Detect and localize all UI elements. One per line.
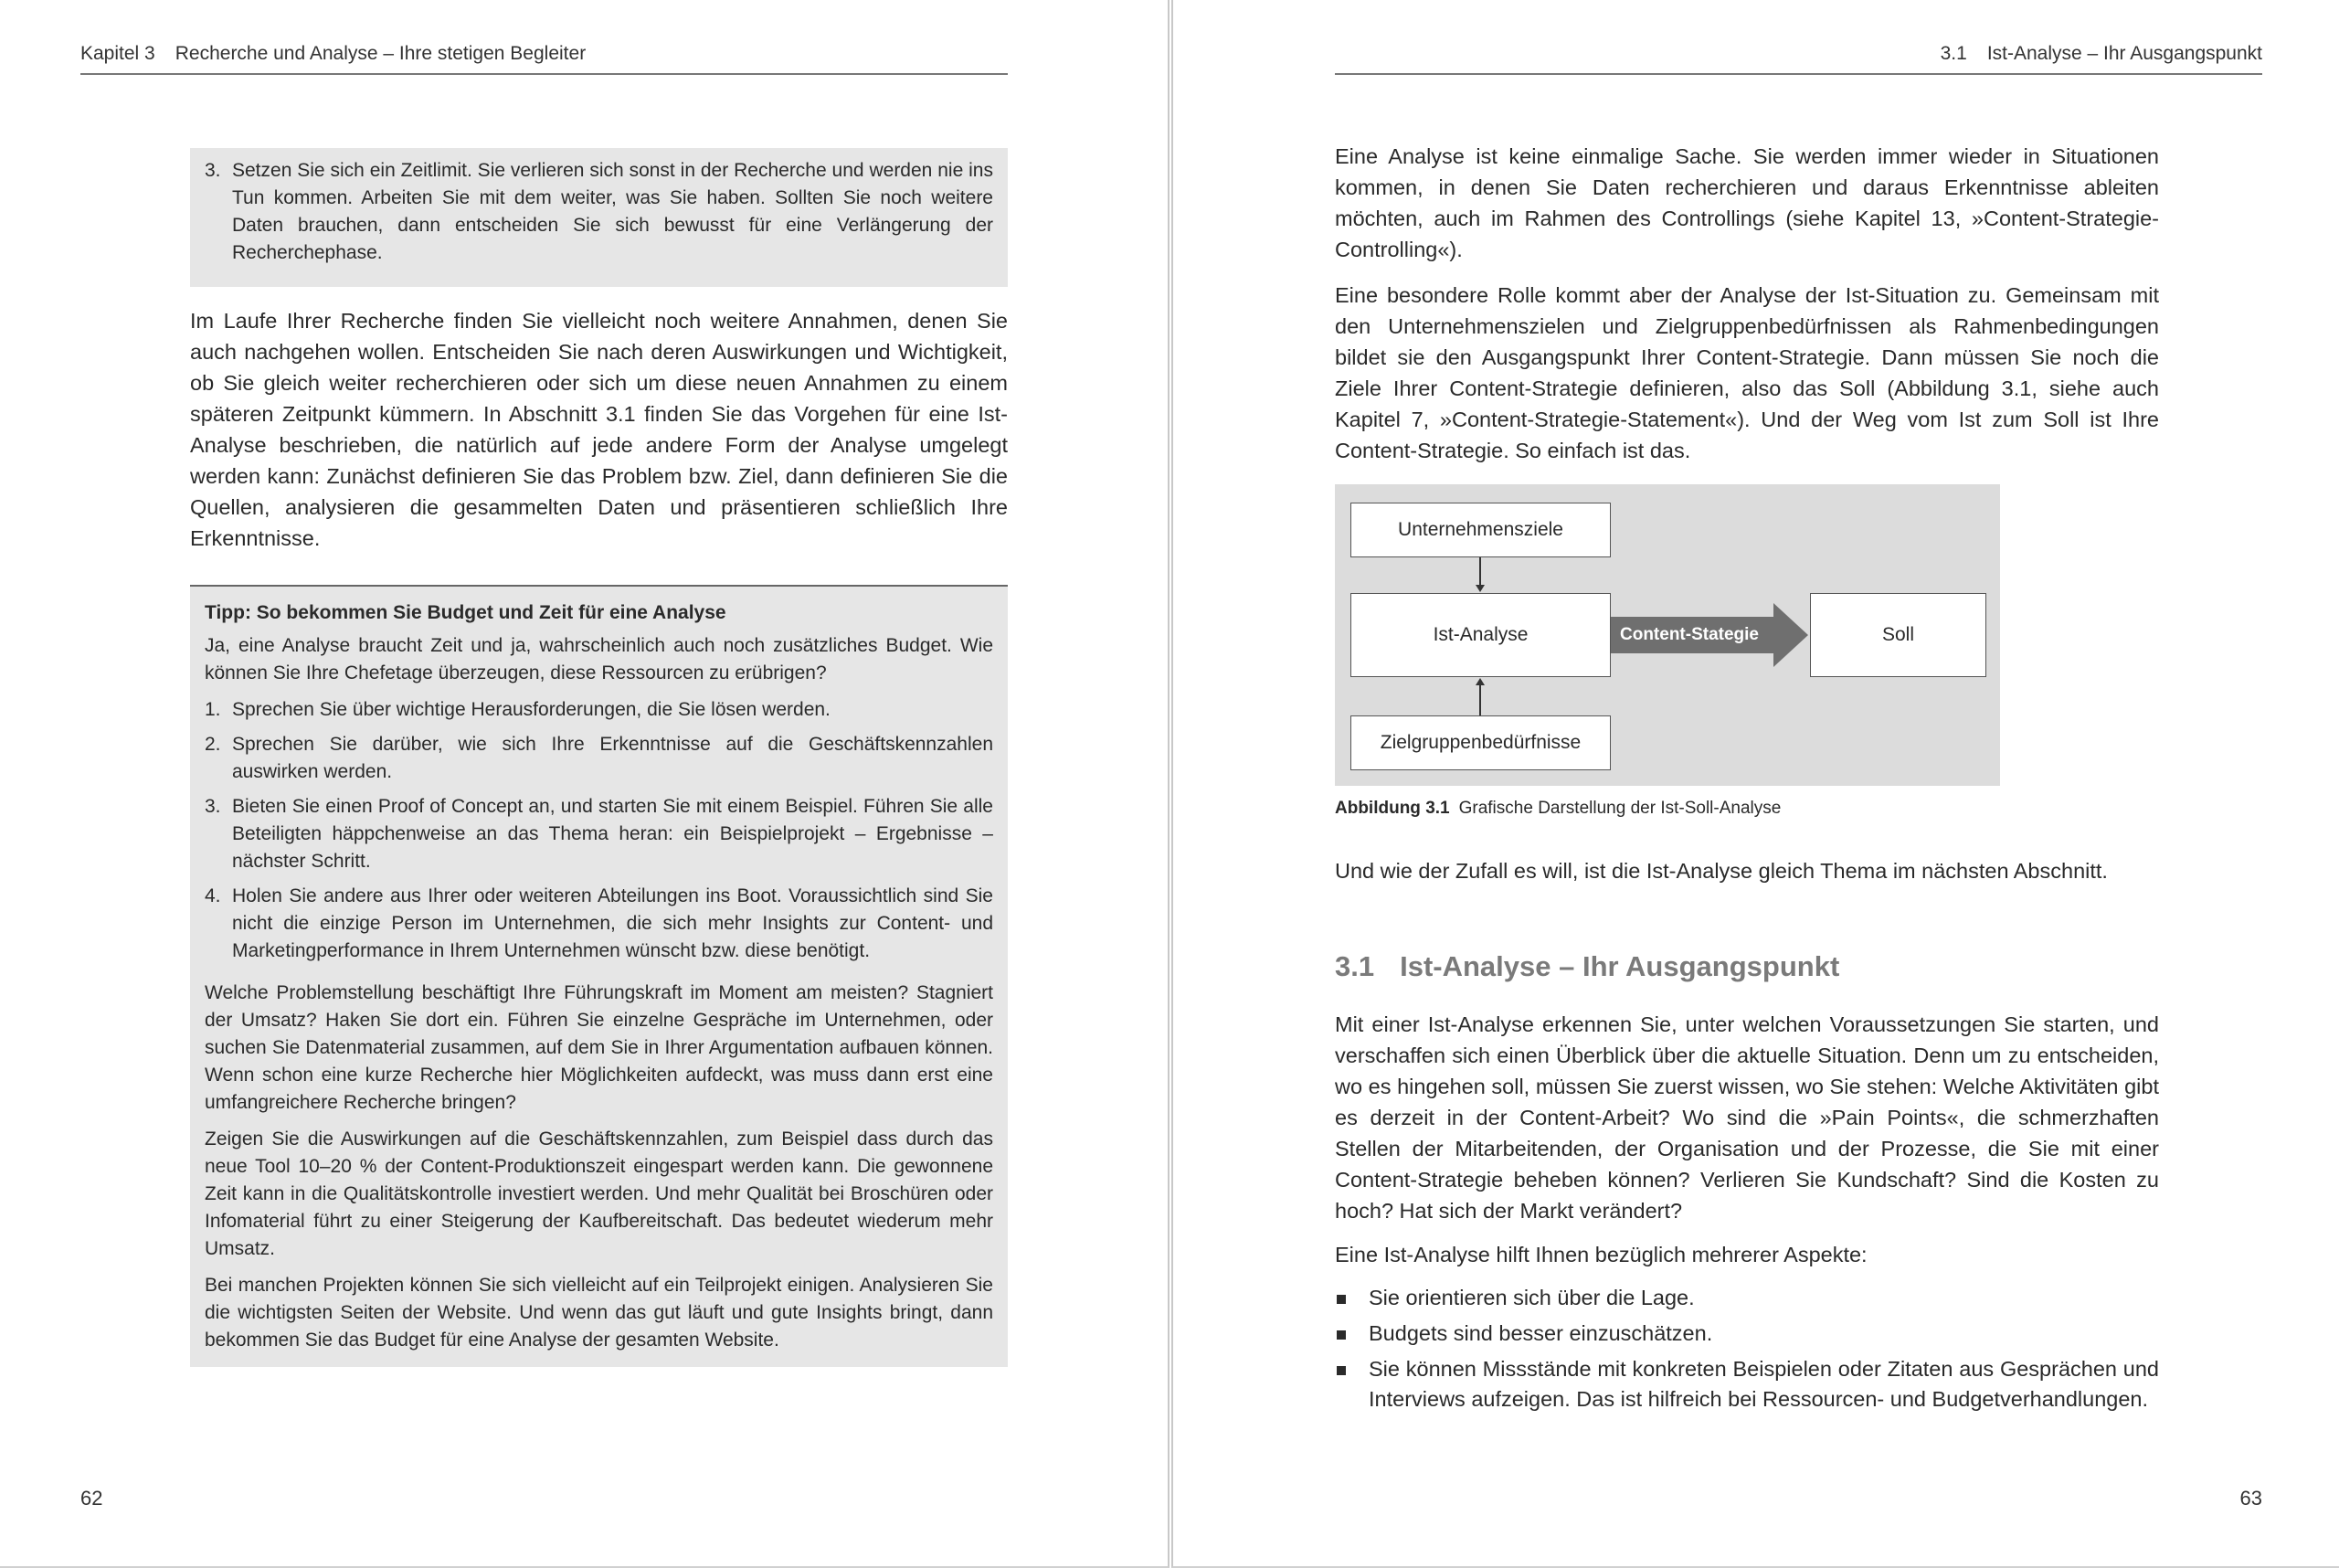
list-item: Budgets sind besser einzuschätzen. (1335, 1319, 2159, 1349)
arrow-up-head (1476, 678, 1485, 685)
right-page (1171, 0, 2339, 1568)
bullet-square-icon (1337, 1295, 1346, 1304)
body-paragraph: Eine besondere Rolle kommt aber der Analyse der Ist-Situation zu. Gemeinsam mit den Unternehmenszielen und Zielgruppenbedürfnissen als Rahmenbedingungen bildet sie den Ausgangspunkt Ihrer Content-Strategie. Dann müssen Sie noch die Ziele Ihrer Content-Strategie definieren, also das Soll (Abbildung 3.1, siehe auch Kapitel 7, »Content-Strategie-Statement«). Und der Weg vom Ist zum Soll ist Ihre Content-Strategie. So einfach ist das. (1335, 283, 2159, 462)
tip-box (190, 585, 1008, 1367)
body-paragraph: Mit einer Ist-Analyse erkennen Sie, unter welchen Voraussetzungen Sie starten, und verschaffen sich einen Überblick über die aktuelle Situation. Denn um zu entscheiden, wo es hingehen soll, müssen Sie zuerst wissen, wo Sie stehen: Welche Aktivitäten gibt es derzeit in der Content-Arbeit? Wo sind die »Pain Points«, die schmerzhaften Stellen der Mitarbeitenden, der Organisation und der Prozesse, die Sie mit einer Content-Strategie beheben können? Verlieren Sie Kundschaft? Sind die Kosten zu hoch? Hat sich der Markt verändert? (1335, 1012, 2159, 1223)
bullet-square-icon (1337, 1366, 1346, 1375)
list-item: Sie orientieren sich über die Lage. (1335, 1283, 2159, 1313)
running-head (80, 40, 1008, 75)
list-item: 4. Holen Sie andere aus Ihrer oder weiteren Abteilungen ins Boot. Voraussichtlich sind Sie nicht die einzige Person im Unternehmen, die sich mehr Insights zur Content- und Marketingperformance in Ihrem Unternehmen wünscht bzw. diese benötigt. (205, 885, 993, 961)
tip-intro: Ja, eine Analyse braucht Zeit und ja, wahrscheinlich auch noch zusätzliches Budget. Wie können Sie Ihre Chefetage überzeugen, diese Ressourcen zu erübrigen? (205, 635, 993, 683)
list-item: 2. Sprechen Sie darüber, wie sich Ihre Erkenntnisse auf die Geschäftskennzahlen auswirken werden. (205, 734, 993, 782)
list-item: Sie können Missstände mit konkreten Beispielen oder Zitaten aus Gesprächen und Interviews aufzeigen. Das ist hilfreich bei Ressourcen- und Budgetverhandlungen. (1335, 1354, 2159, 1414)
section-heading (1335, 950, 1839, 983)
section-body (1335, 1009, 2159, 1420)
figure-box-unternehmensziele: Unternehmensziele (1350, 503, 1611, 557)
tip-title: Tipp: So bekommen Sie Budget und Zeit für eine Analyse (205, 602, 726, 623)
body-paragraph: Eine Ist-Analyse hilft Ihnen bezüglich mehrerer Aspekte: (1335, 1243, 1868, 1266)
body-paragraph-container (190, 305, 1008, 554)
list-item: 3. Setzen Sie sich ein Zeitlimit. Sie verlieren sich sonst in der Recherche und werden nie ins Tun kommen. Arbeiten Sie mit dem weiter, was Sie haben. Sollten Sie noch weitere Daten brauchen, dann entscheiden Sie sich bewusst für eine Verlängerung der Recherchephase. (205, 160, 993, 263)
body-paragraph: Und wie der Zufall es will, ist die Ist-Analyse gleich Thema im nächsten Abschnitt. (1335, 859, 2108, 883)
figure-caption-text: Grafische Darstellung der Ist-Soll-Analyse (1458, 799, 1782, 818)
tip-box-container (190, 585, 1008, 1367)
figure-box-zielgruppen: Zielgruppenbedürfnisse (1350, 715, 1611, 770)
bullet-square-icon (1337, 1330, 1346, 1340)
list-item: 3. Bieten Sie einen Proof of Concept an, und starten Sie mit einem Beispiel. Führen Sie alle Beteiligten häppchenweise an das Thema heran: ein Beispielprojekt – Ergebnisse – nächster Schritt. (205, 796, 993, 872)
tip-paragraph: Zeigen Sie die Auswirkungen auf die Geschäftskennzahlen, zum Beispiel dass durch das neue Tool 10–20 % der Content-Produktionszeit eingespart werden kann. Die gewonnene Zeit kann in die Qualitätskontrolle investiert werden. Und mehr Qualität bei Broschüren oder Infomaterial führt zu einer Steigerung der Kaufbereitschaft. Das bedeutet wiederum mehr Umsatz. (205, 1128, 993, 1259)
tip-paragraph: Welche Problemstellung beschäftigt Ihre Führungskraft im Moment am meisten? Stagniert der Umsatz? Haken Sie dort ein. Führen Sie einzelne Gespräche im Unternehmen, oder suchen Sie Datenmaterial zusammen, auf dem Sie in Ihrer Argumentation aufbauen können. Wenn schon eine kurze Recherche hier Möglichkeiten aufdeckt, was muss dann erst eine umfangreichere Recherche bringen? (205, 982, 993, 1113)
body-paragraph: Im Laufe Ihrer Recherche finden Sie vielleicht noch weitere Annahmen, denen Sie auch nachgehen wollen. Entscheiden Sie nach deren Auswirkungen und Wichtigkeit, ob Sie gleich weiter recherchieren oder sich um diese neuen Annahmen zu einem späteren Zeitpunkt kümmern. In Abschnitt 3.1 finden Sie das Vorgehen für eine Ist-Analyse beschrieben, die natürlich auf jede andere Form der Analyse umgelegt werden kann: Zunächst definieren Sie das Problem bzw. Ziel, dann definieren Sie die Quellen, analysieren die gesammelten Daten und präsentieren schließlich Ihre Erkenntnisse. (190, 309, 1008, 550)
section-title: Ist-Analyse – Ihr Ausgangspunkt (1400, 950, 1840, 982)
list-box-container (190, 148, 1008, 287)
bullet-list (1335, 1283, 2159, 1414)
running-head-title: Ist-Analyse – Ihr Ausgangspunkt (1986, 43, 2262, 64)
running-head-title: Recherche und Analyse – Ihre stetigen Begleiter (175, 43, 587, 64)
page-number: 63 (2239, 1487, 2262, 1510)
top-paragraphs (1335, 141, 2159, 466)
arrow-down-head (1476, 585, 1485, 592)
list-box (190, 148, 1008, 287)
page-number: 62 (80, 1487, 103, 1510)
running-head-section: 3.1 (1940, 43, 1967, 64)
paragraph-after-figure-container (1335, 855, 2159, 886)
figure-ist-soll (1335, 484, 2000, 786)
content-strategie-arrow-label: Content-Stategie (1620, 625, 1759, 644)
figure-box-ist-analyse: Ist-Analyse (1350, 593, 1611, 677)
figure-caption-label: Abbildung 3.1 (1335, 799, 1450, 818)
list-item: 1. Sprechen Sie über wichtige Herausforderungen, die Sie lösen werden. (205, 699, 831, 720)
section-number: 3.1 (1335, 950, 1375, 982)
figure-box-soll: Soll (1810, 593, 1986, 677)
running-head (1335, 40, 2262, 75)
body-paragraph: Eine Analyse ist keine einmalige Sache. Sie werden immer wieder in Situationen kommen, in denen Sie Daten recherchieren und daraus Erkenntnisse ableiten möchten, auch im Rahmen des Controllings (siehe Kapitel 13, »Content-Strategie-Controlling«). (1335, 144, 2159, 261)
running-head-chapter: Kapitel 3 (80, 43, 155, 64)
tip-paragraph: Bei manchen Projekten können Sie sich vielleicht auf ein Teilprojekt einigen. Analysieren Sie die wichtigsten Seiten der Website. Und wenn das gut läuft und gute Insights bringt, dann bekommen Sie das Budget für eine Analyse der gesamten Website. (205, 1275, 993, 1351)
figure-caption (1335, 799, 1781, 819)
